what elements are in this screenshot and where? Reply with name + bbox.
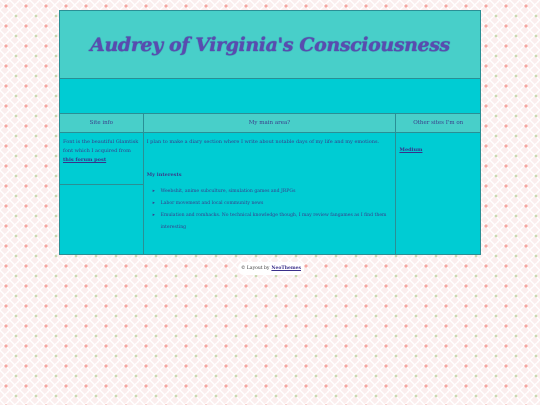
footer-credit bbox=[238, 262, 304, 275]
list-item: ▸ Emulation and romhacks. No technical knowledge though, I may review fangames as I find them interesting bbox=[161, 210, 393, 234]
main-area-column bbox=[144, 114, 397, 254]
other-sites-column bbox=[396, 114, 480, 254]
other-sites-body bbox=[396, 133, 480, 160]
site-info-box bbox=[60, 133, 143, 185]
site-title: Audrey of Virginia's Consciousness bbox=[90, 33, 450, 56]
medium-link[interactable]: Medium bbox=[399, 147, 423, 153]
main-area-heading: My main area? bbox=[144, 114, 396, 133]
list-item: ▸ Labor movement and local community news bbox=[161, 198, 393, 210]
interests-heading: My interests bbox=[146, 172, 182, 178]
interests-list bbox=[147, 186, 393, 234]
site-info-text: Font is the beautiful Glamtisk font which I acquired from bbox=[63, 139, 139, 154]
site-info-column bbox=[60, 114, 144, 254]
other-sites-heading: Other sites I'm on bbox=[396, 114, 480, 133]
main-intro: I plan to make a diary section where I write about notable days of my life and my emotions. bbox=[146, 139, 380, 145]
list-item: ▸ Weebshit, anime subculture, simulation games and JRPGs bbox=[161, 186, 393, 198]
site-header bbox=[59, 10, 481, 79]
main-area-body bbox=[144, 133, 396, 239]
forum-post-link[interactable]: this forum post bbox=[63, 157, 107, 163]
site-info-heading: Site info bbox=[60, 114, 143, 133]
neothemes-link[interactable]: NeoThemes bbox=[271, 266, 302, 271]
content-columns bbox=[59, 113, 481, 255]
footer-text: © Layout by bbox=[240, 266, 270, 271]
nav-band bbox=[59, 79, 481, 113]
page-container bbox=[59, 10, 481, 255]
